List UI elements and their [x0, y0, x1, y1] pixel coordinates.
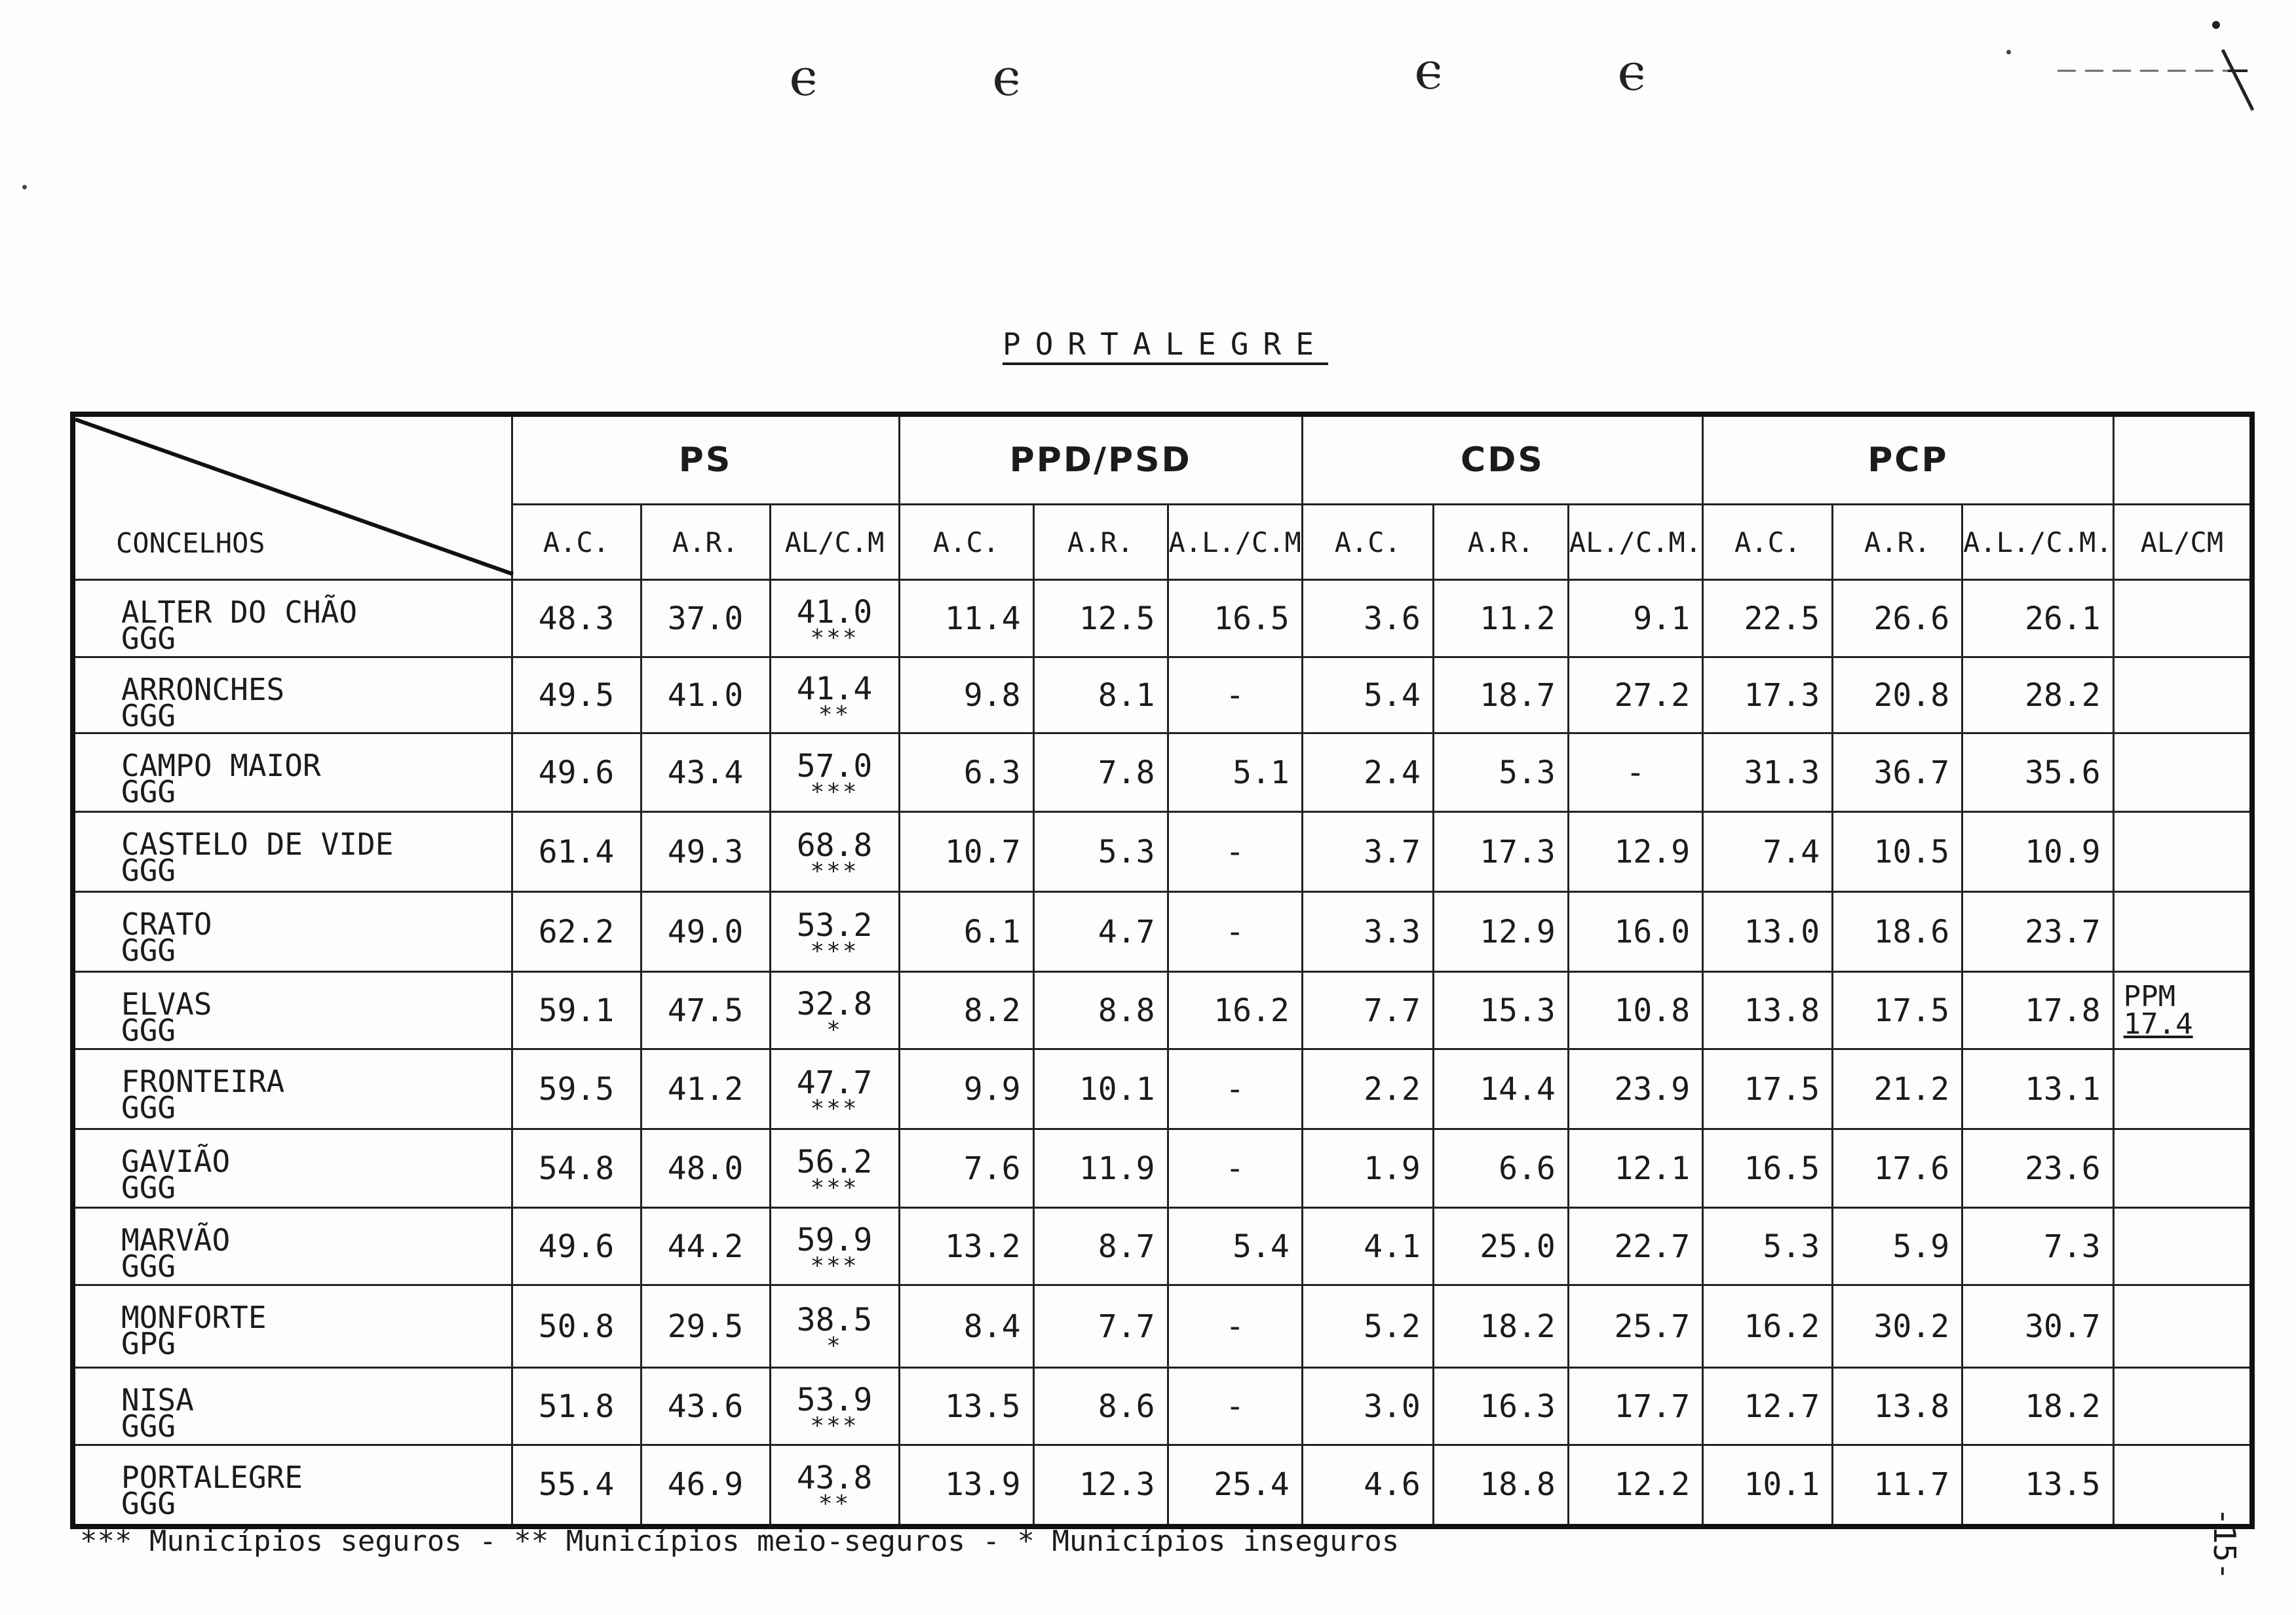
safety-stars: ** — [818, 701, 851, 728]
ps-alcm — [770, 1368, 899, 1445]
cds-value: 14.4 — [1433, 1049, 1568, 1129]
concelho-cell — [73, 892, 512, 972]
safety-stars: ** — [818, 1490, 851, 1518]
safety-stars: *** — [810, 857, 859, 885]
pcp-value: 26.6 — [1833, 580, 1962, 657]
cds-value: 7.7 — [1302, 972, 1433, 1049]
ps-ac: 49.6 — [512, 1208, 641, 1285]
cds-value: 4.1 — [1302, 1208, 1433, 1285]
pcp-value: 16.5 — [1703, 1129, 1833, 1208]
concelho-name: CAMPO MAIOR — [121, 748, 321, 783]
psd-value: 6.1 — [899, 892, 1033, 972]
ps-ar: 49.3 — [641, 812, 770, 892]
ps-alcm-value: 38.5 — [796, 1301, 873, 1338]
ps-alcm-value: 41.4 — [796, 670, 873, 707]
ps-alcm-value: 53.2 — [796, 906, 873, 944]
extra-cell — [2113, 812, 2252, 892]
concelho-cell — [73, 812, 512, 892]
extra-cell — [2113, 580, 2252, 657]
concelho-name: CASTELO DE VIDE — [121, 827, 394, 862]
scan-mark: ⲉ — [993, 41, 1020, 109]
psd-value: 7.7 — [1033, 1285, 1168, 1368]
concelhos-label: CONCELHOS — [116, 527, 265, 559]
header-row-parties — [73, 414, 2252, 505]
column-header: A.C. — [1703, 505, 1833, 580]
pcp-value: 13.0 — [1703, 892, 1833, 972]
cds-value: 2.4 — [1302, 733, 1433, 812]
ps-ac: 54.8 — [512, 1129, 641, 1208]
safety-stars: *** — [810, 1174, 859, 1201]
extra-party: PPM — [2123, 979, 2176, 1013]
pcp-value: 31.3 — [1703, 733, 1833, 812]
ps-alcm — [770, 812, 899, 892]
concelho-name: MONFORTE — [121, 1300, 267, 1335]
ps-ar: 46.9 — [641, 1445, 770, 1527]
ps-ac: 49.5 — [512, 657, 641, 733]
cds-value: 25.7 — [1568, 1285, 1702, 1368]
ps-alcm — [770, 1445, 899, 1527]
psd-value: 5.4 — [1168, 1208, 1302, 1285]
pcp-value: 13.8 — [1833, 1368, 1962, 1445]
psd-value: 16.5 — [1168, 580, 1302, 657]
concelho-code: GGG — [121, 1013, 176, 1048]
psd-value: 5.1 — [1168, 733, 1302, 812]
concelho-name: GAVIÃO — [121, 1144, 231, 1179]
cds-value: 5.3 — [1433, 733, 1568, 812]
concelho-cell — [73, 1445, 512, 1527]
cds-value: 6.6 — [1433, 1129, 1568, 1208]
cds-value: 18.8 — [1433, 1445, 1568, 1527]
cds-value: 11.2 — [1433, 580, 1568, 657]
pcp-value: 12.7 — [1703, 1368, 1833, 1445]
cds-value: 1.9 — [1302, 1129, 1433, 1208]
safety-stars: *** — [810, 937, 859, 965]
pcp-value: 17.6 — [1833, 1129, 1962, 1208]
cds-value: 3.6 — [1302, 580, 1433, 657]
corner-scan-mark — [2031, 13, 2293, 118]
column-header: A.C. — [512, 505, 641, 580]
psd-value: 4.7 — [1033, 892, 1168, 972]
pcp-value: 18.2 — [1962, 1368, 2114, 1445]
party-header: PPD/PSD — [899, 414, 1302, 505]
table-row — [73, 657, 2252, 733]
cds-value: 3.3 — [1302, 892, 1433, 972]
extra-value: 17.4 — [2123, 1007, 2193, 1041]
scan-mark: ⲉ — [790, 41, 816, 109]
results-table — [70, 412, 2255, 1529]
cds-value: 17.3 — [1433, 812, 1568, 892]
psd-value: - — [1168, 892, 1302, 972]
concelho-name: CRATO — [121, 906, 212, 942]
pcp-value: 11.7 — [1833, 1445, 1962, 1527]
ps-alcm-value: 43.8 — [796, 1460, 873, 1497]
legend: *** Municípios seguros - ** Municípios meio-seguros - * Municípios inseguros — [80, 1525, 1400, 1558]
pcp-value: 13.5 — [1962, 1445, 2114, 1527]
concelho-name: ARRONCHES — [121, 672, 285, 707]
cds-value: 9.1 — [1568, 580, 1702, 657]
concelho-cell — [73, 1285, 512, 1368]
page-number: -15- — [2207, 1508, 2242, 1580]
pcp-value: 17.5 — [1833, 972, 1962, 1049]
column-header: A.C. — [1302, 505, 1433, 580]
concelho-name: NISA — [121, 1382, 194, 1418]
column-header: A.L./C.M. — [1962, 505, 2114, 580]
ps-alcm-value: 56.2 — [796, 1143, 873, 1180]
table-row — [73, 1445, 2252, 1527]
psd-value: 13.9 — [899, 1445, 1033, 1527]
concelho-name: PORTALEGRE — [121, 1460, 303, 1495]
psd-value: - — [1168, 1368, 1302, 1445]
ps-alcm — [770, 972, 899, 1049]
pcp-value: 10.5 — [1833, 812, 1962, 892]
extra-cell — [2113, 1208, 2252, 1285]
ps-ac: 59.1 — [512, 972, 641, 1049]
pcp-value: 23.7 — [1962, 892, 2114, 972]
cds-value: 3.7 — [1302, 812, 1433, 892]
column-header: AL/C.M — [770, 505, 899, 580]
cds-value: 18.2 — [1433, 1285, 1568, 1368]
psd-value: - — [1168, 812, 1302, 892]
psd-value: 9.8 — [899, 657, 1033, 733]
ps-alcm — [770, 1285, 899, 1368]
column-header-extra: AL/CM — [2113, 505, 2252, 580]
ps-ac: 59.5 — [512, 1049, 641, 1129]
ps-ac: 61.4 — [512, 812, 641, 892]
cds-value: 16.3 — [1433, 1368, 1568, 1445]
cds-value: 2.2 — [1302, 1049, 1433, 1129]
party-header-extra — [2113, 414, 2252, 505]
ps-alcm-value: 47.7 — [796, 1064, 873, 1101]
psd-value: 6.3 — [899, 733, 1033, 812]
table-row — [73, 1049, 2252, 1129]
pcp-value: 22.5 — [1703, 580, 1833, 657]
pcp-value: 30.2 — [1833, 1285, 1962, 1368]
column-header: A.R. — [1033, 505, 1168, 580]
cds-value: 22.7 — [1568, 1208, 1702, 1285]
psd-value: 9.9 — [899, 1049, 1033, 1129]
cds-value: 17.7 — [1568, 1368, 1702, 1445]
extra-cell — [2113, 657, 2252, 733]
safety-stars: *** — [810, 778, 859, 806]
pcp-value: 10.9 — [1962, 812, 2114, 892]
concelho-code: GGG — [121, 933, 176, 968]
safety-stars: *** — [810, 1412, 859, 1439]
pcp-value: 16.2 — [1703, 1285, 1833, 1368]
safety-stars: *** — [810, 624, 859, 652]
column-header: AL./C.M. — [1568, 505, 1702, 580]
psd-value: 10.1 — [1033, 1049, 1168, 1129]
concelho-cell — [73, 1129, 512, 1208]
pcp-value: 13.1 — [1962, 1049, 2114, 1129]
psd-value: 7.8 — [1033, 733, 1168, 812]
table-row — [73, 1368, 2252, 1445]
table-row — [73, 580, 2252, 657]
ps-alcm-value: 41.0 — [796, 593, 873, 631]
ps-ac: 51.8 — [512, 1368, 641, 1445]
pcp-value: 30.7 — [1962, 1285, 2114, 1368]
extra-cell — [2113, 1049, 2252, 1129]
psd-value: - — [1168, 657, 1302, 733]
cds-value: 18.7 — [1433, 657, 1568, 733]
psd-value: - — [1168, 1285, 1302, 1368]
concelho-code: GPG — [121, 1326, 176, 1361]
safety-stars: *** — [810, 1095, 859, 1122]
concelho-cell — [73, 1368, 512, 1445]
pcp-value: 5.9 — [1833, 1208, 1962, 1285]
concelho-code: GGG — [121, 853, 176, 888]
extra-cell — [2113, 892, 2252, 972]
concelho-code: GGG — [121, 1090, 176, 1125]
pcp-value: 26.1 — [1962, 580, 2114, 657]
ps-ac: 50.8 — [512, 1285, 641, 1368]
ps-alcm-value: 59.9 — [796, 1221, 873, 1258]
concelho-cell — [73, 1208, 512, 1285]
concelho-name: ELVAS — [121, 986, 212, 1022]
table-row — [73, 892, 2252, 972]
ps-alcm — [770, 733, 899, 812]
psd-value: 12.5 — [1033, 580, 1168, 657]
ps-alcm — [770, 657, 899, 733]
cds-value: 5.2 — [1302, 1285, 1433, 1368]
extra-cell — [2113, 972, 2252, 1049]
extra-cell — [2113, 733, 2252, 812]
concelho-code: GGG — [121, 774, 176, 809]
cds-value: 15.3 — [1433, 972, 1568, 1049]
ps-ar: 47.5 — [641, 972, 770, 1049]
psd-value: 5.3 — [1033, 812, 1168, 892]
pcp-value: 35.6 — [1962, 733, 2114, 812]
page-title: PORTALEGRE — [1003, 326, 1328, 362]
psd-value: 16.2 — [1168, 972, 1302, 1049]
ps-alcm — [770, 1049, 899, 1129]
psd-value: 7.6 — [899, 1129, 1033, 1208]
pcp-value: 7.4 — [1703, 812, 1833, 892]
psd-value: 8.6 — [1033, 1368, 1168, 1445]
concelho-cell — [73, 657, 512, 733]
scan-mark: ⲉ — [1618, 35, 1645, 104]
ps-ar: 48.0 — [641, 1129, 770, 1208]
table-row — [73, 812, 2252, 892]
ps-alcm — [770, 892, 899, 972]
concelho-cell — [73, 733, 512, 812]
ps-alcm-value: 57.0 — [796, 747, 873, 785]
concelho-code: GGG — [121, 1409, 176, 1444]
concelho-code: GGG — [121, 1249, 176, 1284]
concelho-code: GGG — [121, 698, 176, 733]
psd-value: 8.8 — [1033, 972, 1168, 1049]
column-header: A.L./C.M — [1168, 505, 1302, 580]
psd-value: 25.4 — [1168, 1445, 1302, 1527]
ps-alcm — [770, 1208, 899, 1285]
psd-value: 8.7 — [1033, 1208, 1168, 1285]
cds-value: 25.0 — [1433, 1208, 1568, 1285]
ps-ac: 62.2 — [512, 892, 641, 972]
psd-value: 8.4 — [899, 1285, 1033, 1368]
pcp-value: 20.8 — [1833, 657, 1962, 733]
table-row — [73, 1285, 2252, 1368]
concelho-name: FRONTEIRA — [121, 1064, 285, 1099]
cds-value: 23.9 — [1568, 1049, 1702, 1129]
table-row — [73, 1129, 2252, 1208]
pcp-value: 21.2 — [1833, 1049, 1962, 1129]
party-header: PCP — [1703, 414, 2114, 505]
ps-ac: 48.3 — [512, 580, 641, 657]
safety-stars: * — [826, 1016, 843, 1043]
column-header: A.C. — [899, 505, 1033, 580]
party-header: CDS — [1302, 414, 1702, 505]
cds-value: 3.0 — [1302, 1368, 1433, 1445]
table-row — [73, 733, 2252, 812]
pcp-value: 7.3 — [1962, 1208, 2114, 1285]
concelho-cell — [73, 972, 512, 1049]
concelho-cell — [73, 580, 512, 657]
ps-alcm-value: 53.9 — [796, 1381, 873, 1418]
pcp-value: 5.3 — [1703, 1208, 1833, 1285]
psd-value: 13.2 — [899, 1208, 1033, 1285]
extra-cell — [2113, 1285, 2252, 1368]
pcp-value: 13.8 — [1703, 972, 1833, 1049]
table-row — [73, 1208, 2252, 1285]
pcp-value: 10.1 — [1703, 1445, 1833, 1527]
column-header: A.R. — [1833, 505, 1962, 580]
psd-value: 11.4 — [899, 580, 1033, 657]
psd-value: 11.9 — [1033, 1129, 1168, 1208]
pcp-value: 18.6 — [1833, 892, 1962, 972]
ps-ac: 49.6 — [512, 733, 641, 812]
column-header: A.R. — [641, 505, 770, 580]
psd-value: 10.7 — [899, 812, 1033, 892]
cds-value: 12.1 — [1568, 1129, 1702, 1208]
ps-ar: 29.5 — [641, 1285, 770, 1368]
psd-value: 8.2 — [899, 972, 1033, 1049]
concelho-code: GGG — [121, 1486, 176, 1521]
column-header: A.R. — [1433, 505, 1568, 580]
concelho-code: GGG — [121, 621, 176, 656]
safety-stars: * — [826, 1332, 843, 1359]
pcp-value: 17.3 — [1703, 657, 1833, 733]
psd-value: 12.3 — [1033, 1445, 1168, 1527]
cds-value: 27.2 — [1568, 657, 1702, 733]
cds-value: 12.9 — [1568, 812, 1702, 892]
pcp-value: 28.2 — [1962, 657, 2114, 733]
ps-alcm-value: 68.8 — [796, 827, 873, 864]
psd-value: - — [1168, 1129, 1302, 1208]
cds-value: 12.9 — [1433, 892, 1568, 972]
scan-dot — [22, 185, 27, 189]
extra-cell — [2113, 1129, 2252, 1208]
psd-value: 13.5 — [899, 1368, 1033, 1445]
cds-value: 10.8 — [1568, 972, 1702, 1049]
ps-ar: 49.0 — [641, 892, 770, 972]
ps-ar: 44.2 — [641, 1208, 770, 1285]
ps-ar: 43.4 — [641, 733, 770, 812]
ps-ar: 43.6 — [641, 1368, 770, 1445]
cds-value: - — [1568, 733, 1702, 812]
cds-value: 4.6 — [1302, 1445, 1433, 1527]
psd-value: 8.1 — [1033, 657, 1168, 733]
party-header: PS — [512, 414, 899, 505]
ps-alcm — [770, 1129, 899, 1208]
pcp-value: 36.7 — [1833, 733, 1962, 812]
scan-dot — [2006, 50, 2011, 54]
cds-value: 16.0 — [1568, 892, 1702, 972]
table-row — [73, 972, 2252, 1049]
concelho-name: ALTER DO CHÃO — [121, 594, 358, 630]
concelho-cell — [73, 1049, 512, 1129]
ps-ar: 41.0 — [641, 657, 770, 733]
ps-alcm-value: 32.8 — [796, 985, 873, 1022]
pcp-value: 17.5 — [1703, 1049, 1833, 1129]
ps-ar: 41.2 — [641, 1049, 770, 1129]
cds-value: 5.4 — [1302, 657, 1433, 733]
extra-cell — [2113, 1368, 2252, 1445]
header-corner — [73, 414, 512, 580]
cds-value: 12.2 — [1568, 1445, 1702, 1527]
psd-value: - — [1168, 1049, 1302, 1129]
safety-stars: *** — [810, 1252, 859, 1279]
scan-mark: ⲉ — [1415, 34, 1442, 103]
ps-ac: 55.4 — [512, 1445, 641, 1527]
concelho-name: MARVÃO — [121, 1222, 231, 1258]
ps-ar: 37.0 — [641, 580, 770, 657]
pcp-value: 23.6 — [1962, 1129, 2114, 1208]
ps-alcm — [770, 580, 899, 657]
pcp-value: 17.8 — [1962, 972, 2114, 1049]
concelho-code: GGG — [121, 1170, 176, 1205]
